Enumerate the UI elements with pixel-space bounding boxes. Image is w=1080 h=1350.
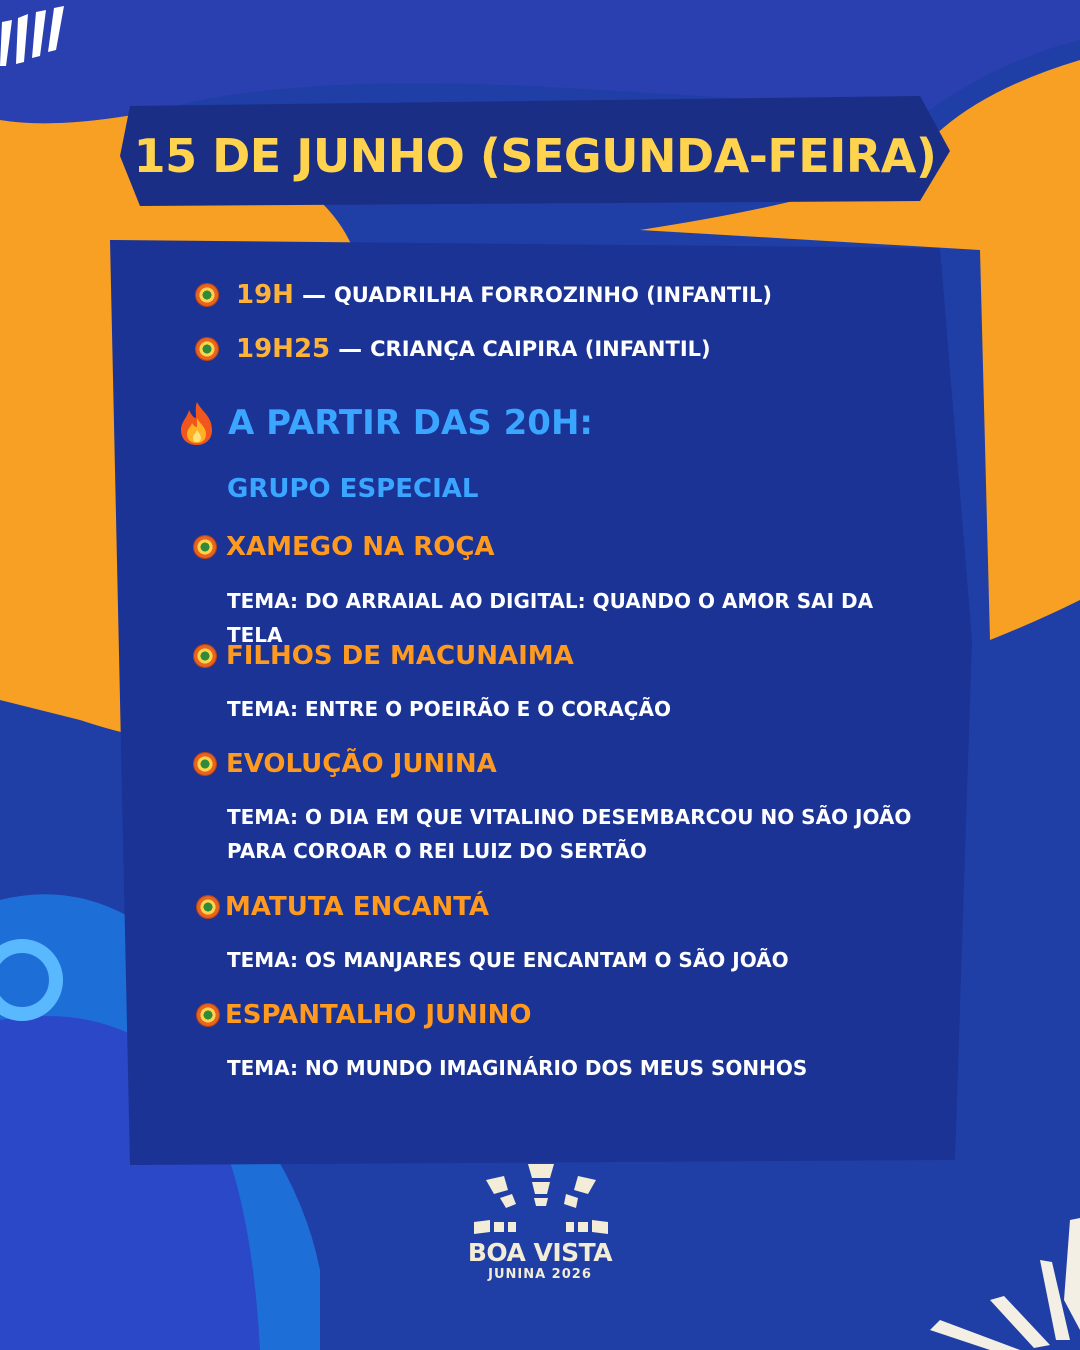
group-name: ESPANTALHO JUNINO <box>225 1000 532 1030</box>
group-theme: TEMA: OS MANJARES QUE ENCANTAM O SÃO JOÃO <box>227 948 789 972</box>
group-name: MATUTA ENCANTÁ <box>225 892 490 922</box>
group-theme: TEMA: NO MUNDO IMAGINÁRIO DOS MEUS SONHOS <box>227 1056 808 1080</box>
fire-icon <box>176 400 218 446</box>
logo-subtitle: JUNINA 2026 <box>488 1267 592 1282</box>
group-label-text: GRUPO ESPECIAL <box>227 474 479 504</box>
from-title: A PARTIR DAS 20H: <box>228 403 594 443</box>
group-item <box>194 749 497 779</box>
schedule-item <box>196 334 711 364</box>
bullet-icon <box>196 284 218 306</box>
from-header <box>176 400 593 446</box>
schedule-time: 19H25 <box>236 334 331 364</box>
group-name: EVOLUÇÃO JUNINA <box>226 749 497 779</box>
group-theme: TEMA: ENTRE O POEIRÃO E O CORAÇÃO <box>227 697 671 721</box>
group-label <box>227 474 478 504</box>
schedule-dash: — <box>338 335 363 363</box>
schedule-item <box>196 280 772 310</box>
group-theme: TEMA: O DIA EM QUE VITALINO DESEMBARCOU NO SÃO JOÃO PARA COROAR O REI LUIZ DO SERTÃO <box>227 805 912 863</box>
schedule-label: CRIANÇA CAIPIRA (INFANTIL) <box>370 337 711 361</box>
page-title: 15 DE JUNHO (SEGUNDA-FEIRA) <box>133 129 937 183</box>
bullet-icon <box>196 338 218 360</box>
group-theme: TEMA: DO ARRAIAL AO DIGITAL: QUANDO O AMOR SAI DA TELA <box>227 589 874 647</box>
schedule-time: 19H <box>236 280 294 310</box>
group-item <box>197 1000 531 1030</box>
group-item <box>194 532 495 562</box>
schedule-label: QUADRILHA FORROZINHO (INFANTIL) <box>333 283 773 307</box>
bullet-icon <box>194 753 216 775</box>
schedule-dash: — <box>301 281 326 309</box>
logo-title: BOA VISTA <box>467 1238 613 1267</box>
group-name: XAMEGO NA ROÇA <box>226 532 495 562</box>
group-item <box>197 892 489 922</box>
bullet-icon <box>197 1004 219 1026</box>
group-name: FILHOS DE MACUNAIMA <box>226 641 574 671</box>
bullet-icon <box>197 896 219 918</box>
bullet-icon <box>194 645 216 667</box>
bullet-icon <box>194 536 216 558</box>
group-item <box>194 641 574 671</box>
